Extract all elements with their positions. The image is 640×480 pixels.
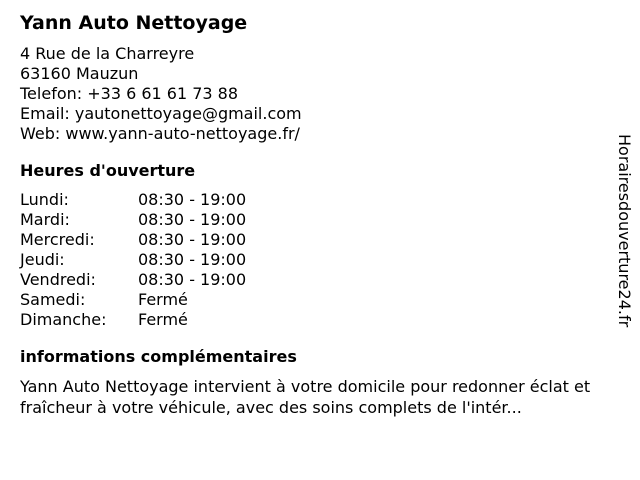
time-value: 08:30 - 19:00 — [138, 230, 247, 249]
additional-info-title: informations complémentaires — [20, 347, 297, 366]
site-watermark: Horairesdouverture24.fr — [615, 134, 634, 328]
day-label: Jeudi: — [20, 250, 65, 269]
email-address: Email: yautonettoyage@gmail.com — [20, 104, 302, 123]
day-label: Vendredi: — [20, 270, 96, 289]
website-link[interactable]: Web: www.yann-auto-nettoyage.fr/ — [20, 124, 300, 143]
hours-row-friday — [20, 270, 600, 290]
time-value: Fermé — [138, 310, 188, 329]
hours-row-thursday — [20, 250, 600, 270]
time-value: 08:30 - 19:00 — [138, 210, 247, 229]
time-value: Fermé — [138, 290, 188, 309]
hours-row-saturday — [20, 290, 600, 310]
hours-row-monday — [20, 190, 600, 210]
additional-info-text: Yann Auto Nettoyage intervient à votre domicile pour redonner éclat et fraîcheur à votre véhicule, avec des soins complets de l'intér... — [20, 377, 591, 417]
opening-hours-title: Heures d'ouverture — [20, 161, 196, 180]
opening-hours-table — [20, 190, 600, 330]
time-value: 08:30 - 19:00 — [138, 270, 247, 289]
address-street: 4 Rue de la Charreyre — [20, 44, 195, 63]
time-value: 08:30 - 19:00 — [138, 250, 247, 269]
phone-number: Telefon: +33 6 61 61 73 88 — [20, 84, 239, 103]
business-name: Yann Auto Nettoyage — [20, 12, 248, 34]
day-label: Samedi: — [20, 290, 86, 309]
time-value: 08:30 - 19:00 — [138, 190, 247, 209]
address-city: 63160 Mauzun — [20, 64, 139, 83]
business-card — [20, 10, 600, 418]
hours-row-tuesday — [20, 210, 600, 230]
hours-row-sunday — [20, 310, 600, 330]
day-label: Mercredi: — [20, 230, 95, 249]
hours-row-wednesday — [20, 230, 600, 250]
day-label: Dimanche: — [20, 310, 107, 329]
day-label: Lundi: — [20, 190, 69, 209]
day-label: Mardi: — [20, 210, 70, 229]
